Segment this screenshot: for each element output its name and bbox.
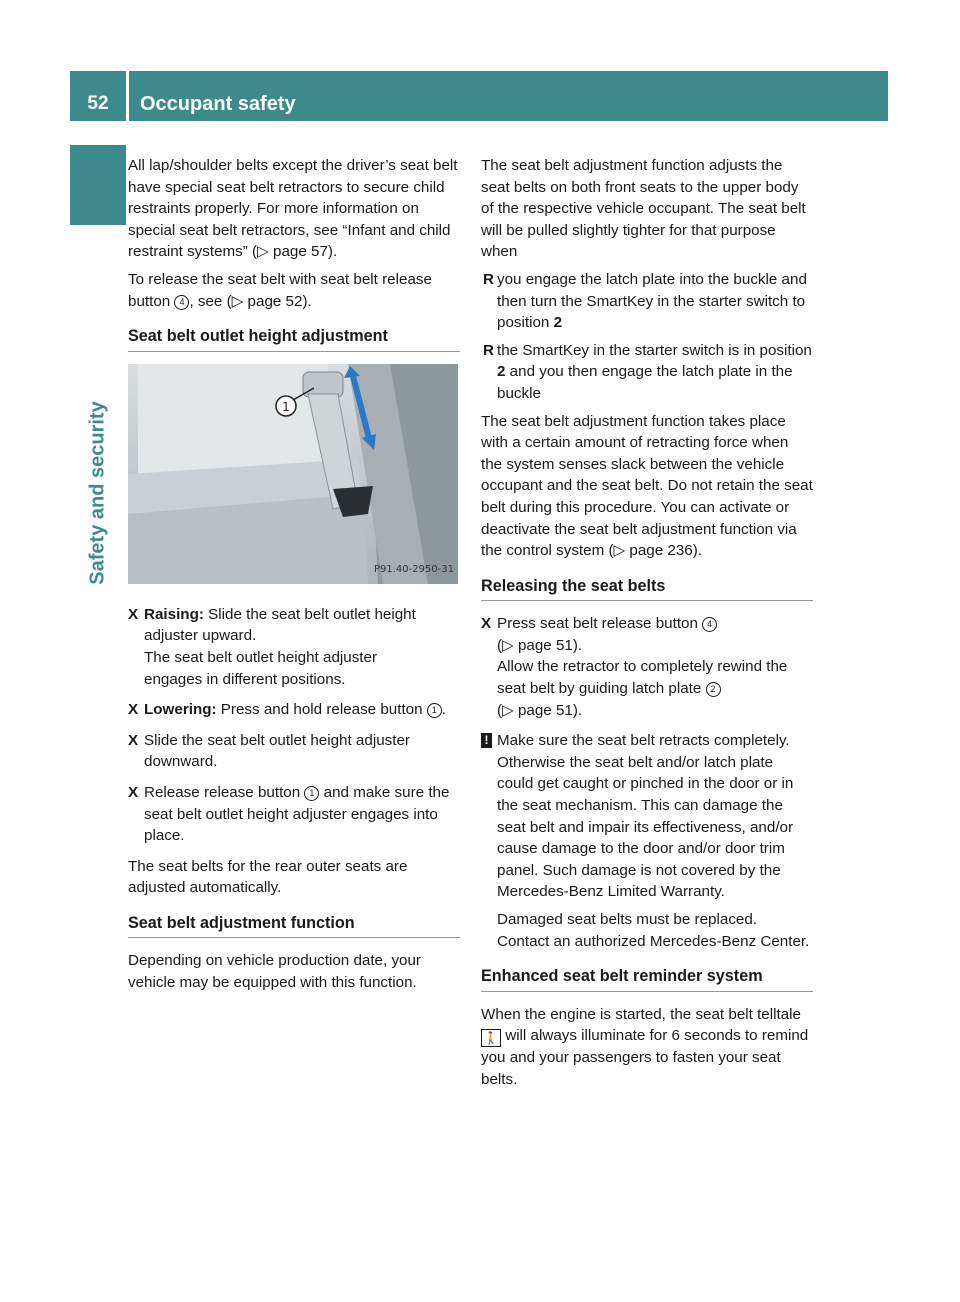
production-date-paragraph: Depending on vehicle production date, your vehicle may be equipped with this function. (128, 952, 421, 992)
left-column (128, 155, 460, 1000)
intro-paragraph: All lap/shoulder belts except the driver’s seat belt have special seat belt retractors to secure child restraints properly. For more information on special seat belt retractors, see “Infant and child restraint systems” (▷ page 57). (128, 157, 458, 261)
step-marker-icon: X (128, 731, 139, 749)
warning-note (481, 730, 813, 952)
callout-2-icon: 2 (706, 682, 721, 697)
callout-4-icon: 4 (174, 295, 189, 310)
callout-4-icon: 4 (702, 617, 717, 632)
image-code: P91.40-2950-31 (373, 564, 454, 576)
callout-1-icon: 1 (427, 703, 442, 718)
seat-belt-photo (128, 364, 458, 584)
section-title: Occupant safety (140, 93, 296, 115)
warning-icon: ! (481, 733, 492, 748)
step-raising: X Raising: Slide the seat belt outlet height adjuster upward. The seat belt outlet height adjuster engages in different positions. (128, 605, 416, 688)
step-marker-icon: X (128, 783, 139, 801)
warning-text: Make sure the seat belt retracts completely. Otherwise the seat belt and/or latch plate could get caught or pinched in the door or in the seat mechanism. This can damage the seat belt and impair its effectiveness, and/or cause damage to the door and/or door trim panel. Such damage is not covered by the Mercedes-Benz Limited Warranty. (497, 732, 794, 901)
step-marker-icon: X (128, 605, 139, 623)
svg-text:1: 1 (282, 399, 290, 414)
bullet-latch-plate: R you engage the latch plate into the buckle and then turn the SmartKey in the starter switch to position 2 (483, 270, 807, 332)
bullet-marker-icon: R (483, 341, 494, 359)
right-column (481, 155, 813, 1097)
heading-releasing: Releasing the seat belts (481, 576, 813, 602)
step-lowering: X Lowering: Press and hold release button 1 . (128, 699, 460, 721)
step-marker-icon: X (128, 701, 139, 719)
heading-outlet-height: Seat belt outlet height adjustment (128, 326, 460, 352)
warning-text-replace: Damaged seat belts must be replaced. Contact an authorized Mercedes-Benz Center. (497, 911, 810, 950)
page-number: 52 (87, 93, 109, 114)
heading-adjustment-function: Seat belt adjustment function (128, 913, 460, 939)
sidebar-tab (70, 145, 126, 225)
bullet-marker-icon: R (483, 270, 494, 288)
seat-belt-telltale-icon: 🚶 (481, 1029, 501, 1047)
step-press-release: X Press seat belt release button 4 (▷ page 51). Allow the retractor to completely rewind the seat belt by guiding latch plate 2 (▷ page 51). (481, 615, 788, 719)
reminder-paragraph: When the engine is started, the seat belt telltale 🚶 will always illuminate for 6 seconds to remind you and your passengers to fasten your seat belts. (481, 1005, 809, 1088)
release-paragraph: To release the seat belt with seat belt release button 4 , see (▷ page 52). (128, 270, 432, 310)
heading-reminder-system: Enhanced seat belt reminder system (481, 966, 813, 992)
bullet-smartkey: R the SmartKey in the starter switch is in position 2 and you then engage the latch plate in the buckle (483, 341, 812, 402)
retracting-force-paragraph: The seat belt adjustment function takes place with a certain amount of retracting force when the system senses slack between the vehicle occupant and the seat belt. Do not retain the seat belt during this procedure. You can activate or deactivate the seat belt adjustment function via the control system (▷ page 236). (481, 412, 813, 560)
step-release: X Release release button 1 and make sure the seat belt outlet height adjuster engages into place. (128, 783, 450, 845)
seat-belt-illustration (128, 364, 458, 584)
step-marker-icon: X (481, 615, 492, 633)
step-slide-down: X Slide the seat belt outlet height adjuster downward. (128, 731, 410, 771)
callout-1-icon: 1 (304, 786, 319, 801)
adjustment-paragraph: The seat belt adjustment function adjusts the seat belts on both front seats to the upper body of the respective vehicle occupant. The seat belt will be pulled slightly tighter for that purpose when (481, 157, 806, 261)
sidebar-label: Safety and security (86, 401, 109, 585)
header-divider (126, 71, 129, 131)
rear-seats-paragraph: The seat belts for the rear outer seats are adjusted automatically. (128, 857, 408, 897)
